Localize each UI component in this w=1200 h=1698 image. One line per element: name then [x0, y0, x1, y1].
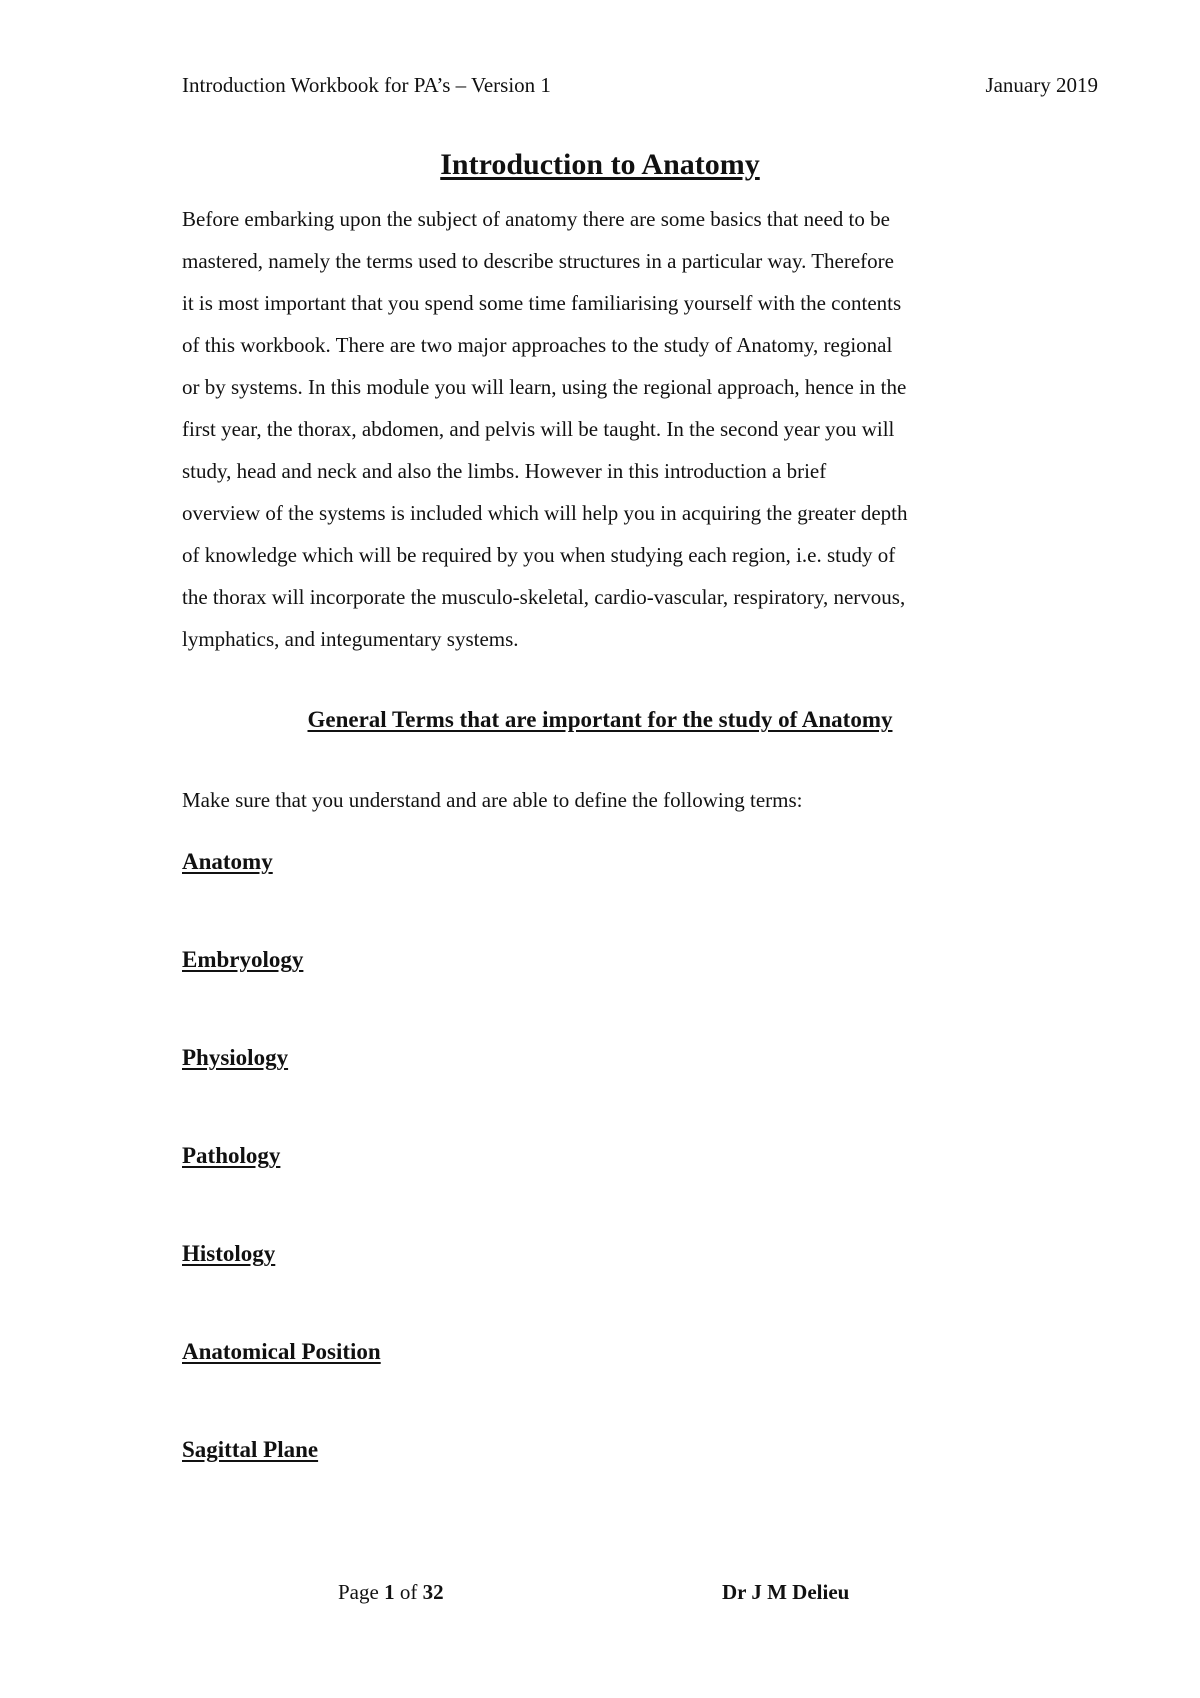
intro-line: overview of the systems is included which will help you in acquiring the greater depth: [182, 501, 908, 525]
header-document-title: Introduction Workbook for PA’s – Version 1: [182, 73, 551, 97]
instruction-text: Make sure that you understand and are able to define the following terms:: [182, 788, 803, 812]
term-embryology: Embryology: [182, 947, 304, 972]
intro-line: lymphatics, and integumentary systems.: [182, 627, 519, 651]
term-pathology: Pathology: [182, 1143, 281, 1168]
intro-line: first year, the thorax, abdomen, and pelvis will be taught. In the second year you will: [182, 417, 895, 441]
term-anatomical-position: Anatomical Position: [182, 1339, 381, 1364]
header-date: January 2019: [985, 73, 1098, 97]
intro-line: study, head and neck and also the limbs. However in this introduction a brief: [182, 459, 827, 483]
footer-page-current: 1: [384, 1580, 395, 1604]
footer-page-of: of: [394, 1580, 423, 1604]
intro-line: it is most important that you spend some time familiarising yourself with the contents: [182, 291, 902, 315]
footer-page-number: [338, 1579, 444, 1605]
term-sagittal-plane: Sagittal Plane: [182, 1437, 319, 1462]
intro-paragraph: [182, 198, 1042, 660]
term-histology: Histology: [182, 1241, 276, 1266]
term-anatomy: Anatomy: [182, 849, 273, 874]
page-title: Introduction to Anatomy: [440, 148, 760, 181]
intro-line: the thorax will incorporate the musculo-skeletal, cardio-vascular, respiratory, nervous,: [182, 585, 906, 609]
intro-line: mastered, namely the terms used to describe structures in a particular way. Therefore: [182, 249, 894, 273]
intro-line: or by systems. In this module you will learn, using the regional approach, hence in the: [182, 375, 907, 399]
footer-author: Dr J M Delieu: [722, 1580, 850, 1604]
term-physiology: Physiology: [182, 1045, 289, 1070]
section-heading: General Terms that are important for the study of Anatomy: [307, 707, 893, 732]
intro-line: of this workbook. There are two major approaches to the study of Anatomy, regional: [182, 333, 893, 357]
intro-line: Before embarking upon the subject of anatomy there are some basics that need to be: [182, 207, 890, 231]
footer-page-total: 32: [422, 1580, 444, 1604]
footer-page-prefix: Page: [338, 1580, 385, 1604]
intro-line: of knowledge which will be required by you when studying each region, i.e. study of: [182, 543, 896, 567]
